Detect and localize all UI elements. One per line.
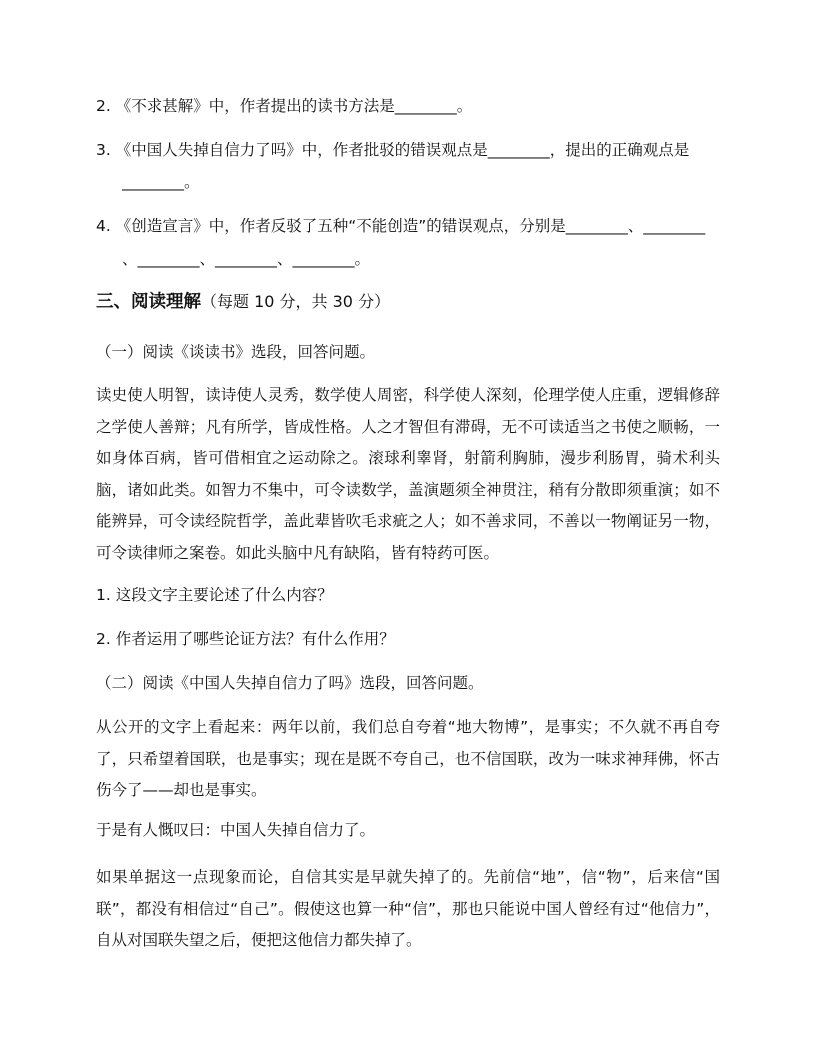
reading1-question-1: 1. 这段文字主要论述了什么内容？ <box>96 586 333 604</box>
reading1-passage: 读史使人明智，读诗使人灵秀，数学使人周密，科学使人深刻，伦理学使人庄重，逻辑修辞之学使人善辩；凡有所学，皆成性格。人之才智但有滞碍，无不可读适当之书使之顺畅，一如身体百病，皆可借相宜之运动除之。滚球利睾肾，射箭利胸肺，漫步利肠胃，骑术利头脑，诸如此类。如智力不集中，可令读数学，盖演题须全神贯注，稍有分散即须重演；如不能辨异，可令读经院哲学，盖此辈皆吹毛求疵之人；如不善求同，不善以一物阐证另一物，可令读律师之案卷。如此头脑中凡有缺陷，皆有特药可医。 <box>96 386 720 562</box>
section-heading <box>96 290 726 314</box>
section-score-note: （每题 10 分，共 30 分） <box>201 292 391 311</box>
fill-question-4: 4. 《创造宣言》中，作者反驳了五种“不能创造”的错误观点，分别是________、________ <box>96 217 706 235</box>
fill-question-2: 2. 《不求甚解》中，作者提出的读书方法是________。 <box>96 97 473 115</box>
fill-question-4-continued: 、________、________、________。 <box>122 250 371 268</box>
reading2-intro: （二）阅读《中国人失掉自信力了吗》选段，回答问题。 <box>96 674 484 692</box>
reading1-question-2: 2. 作者运用了哪些论证方法？有什么作用？ <box>96 630 395 648</box>
section-title: 三、阅读理解 <box>96 292 201 312</box>
reading2-paragraph-2: 于是有人慨叹曰：中国人失掉自信力了。 <box>96 821 376 839</box>
fill-question-3: 3. 《中国人失掉自信力了吗》中，作者批驳的错误观点是________，提出的正确观点是 <box>96 141 690 159</box>
fill-question-3-continued: ________。 <box>122 173 200 191</box>
reading1-intro: （一）阅读《谈读书》选段，回答问题。 <box>96 343 376 361</box>
reading2-paragraph-3: 如果单据这一点现象而论，自信其实是早就失掉了的。先前信“地”，信“物”，后来信“国联”，都没有相信过“自己”。假使这也算一种“信”，那也只能说中国人曾经有过“他信力”，自从对国联失望之后，便把这他信力都失掉了。 <box>96 868 720 949</box>
reading2-paragraph-1: 从公开的文字上看起来：两年以前，我们总自夸着“地大物博”，是事实；不久就不再自夸了，只希望着国联，也是事实；现在是既不夸自己，也不信国联，改为一味求神拜佛，怀古伤今了——却也是事实。 <box>96 718 720 799</box>
